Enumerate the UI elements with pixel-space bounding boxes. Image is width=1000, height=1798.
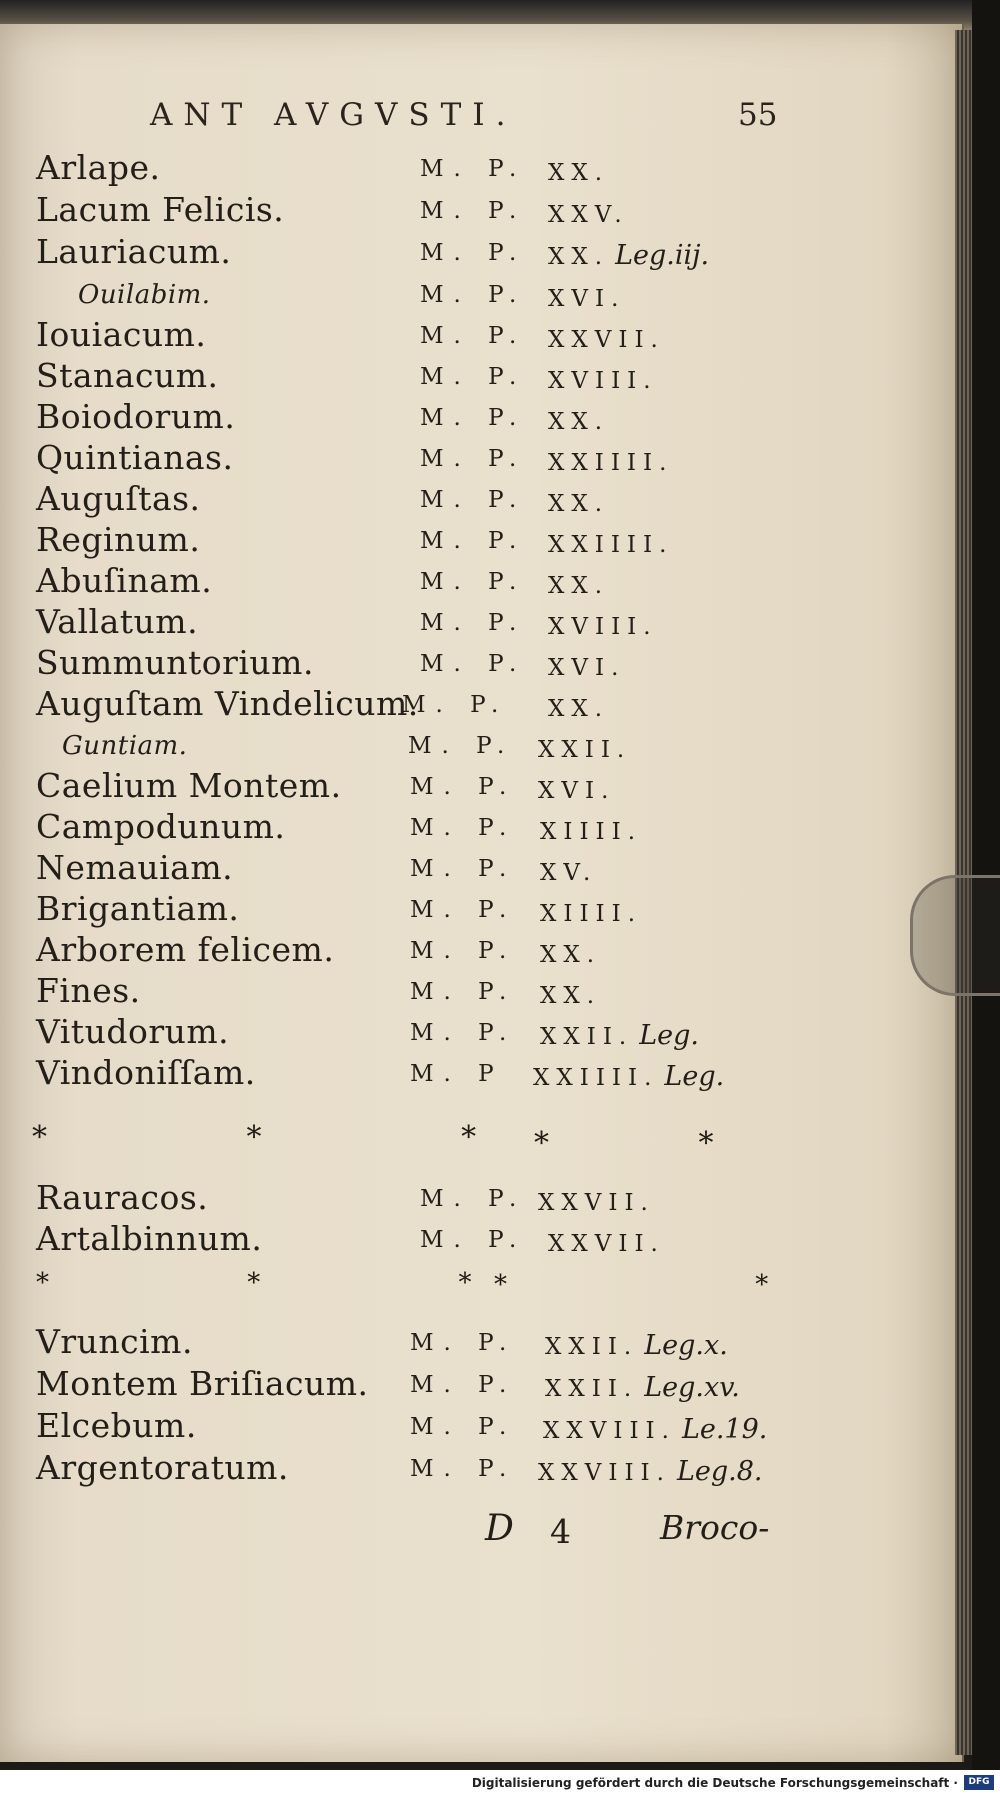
miles-abbrev: M. P. — [420, 1186, 527, 1212]
miles-abbrev: M. P. — [410, 1456, 517, 1482]
place-name: Boiodorum. — [36, 397, 236, 436]
itinerary-row — [0, 190, 962, 230]
distance-numeral: XXVII. — [548, 327, 665, 353]
itinerary-row — [0, 1012, 962, 1052]
miles-abbrev: M. P. — [420, 405, 527, 431]
distance-numeral: XX. — [540, 983, 602, 1009]
legion-note: Leg.x. — [644, 1330, 728, 1361]
signature-mark: D — [485, 1508, 514, 1549]
itinerary-row — [0, 561, 962, 601]
itinerary-row — [0, 848, 962, 888]
itinerary-row — [0, 1053, 962, 1093]
distance-numeral: XIIII. — [540, 901, 643, 927]
distance-numeral: XX. — [548, 160, 610, 186]
place-name: Vitudorum. — [36, 1012, 230, 1051]
miles-abbrev: M. P. — [410, 774, 517, 800]
miles-abbrev: M. P. — [420, 651, 527, 677]
distance-numeral: XXIIII. — [548, 532, 674, 558]
distance-numeral: XXVIII. Le.19. — [543, 1414, 768, 1445]
distance-numeral: XXV. — [548, 202, 629, 228]
distance-numeral: XXVII. — [538, 1190, 655, 1216]
itinerary-row — [0, 479, 962, 519]
itinerary-row — [0, 397, 962, 437]
place-name: Arborem felicem. — [36, 930, 335, 969]
miles-abbrev: M. P. — [420, 282, 527, 308]
itinerary-row — [0, 643, 962, 683]
place-name: Iouiacum. — [36, 315, 207, 354]
distance-numeral: XXIIII. — [548, 450, 674, 476]
place-name: Vruncim. — [36, 1322, 193, 1361]
place-name: Quintianas. — [36, 438, 234, 477]
place-name: Nemauiam. — [36, 848, 234, 887]
miles-abbrev: M. P. — [410, 938, 517, 964]
distance-numeral: XVI. — [548, 286, 626, 312]
place-name: Abuſinam. — [36, 561, 213, 600]
itinerary-row — [0, 725, 962, 765]
place-name: Rauracos. — [36, 1178, 209, 1217]
place-name: Campodunum. — [36, 807, 286, 846]
itinerary-row — [0, 1364, 962, 1404]
distance-numeral: XX. Leg.iij. — [548, 240, 710, 271]
distance-numeral: XX. — [548, 409, 610, 435]
place-name: Reginum. — [36, 520, 201, 559]
miles-abbrev: M. P. — [410, 815, 517, 841]
place-name: Auguſtam Vindelicum. — [36, 684, 419, 723]
running-title: ANT AVGVSTI. — [150, 97, 517, 133]
separator-stars: * * * — [32, 1120, 572, 1155]
miles-abbrev: M. P. — [410, 1330, 517, 1356]
miles-abbrev: M. P. — [410, 856, 517, 882]
distance-numeral: XX. — [548, 696, 610, 722]
legion-note: Leg. — [664, 1061, 725, 1092]
distance-numeral: XX. — [548, 491, 610, 517]
distance-numeral: XXII. Leg.x. — [545, 1330, 728, 1361]
distance-numeral: XXVIII. Leg.8. — [538, 1456, 763, 1487]
digitization-credit: Digitalisierung gefördert durch die Deutsche Forschungsgemeinschaft · — [471, 1776, 958, 1790]
miles-abbrev: M. P. — [420, 487, 527, 513]
page-header — [0, 97, 962, 137]
itinerary-row — [0, 971, 962, 1011]
miles-abbrev: M. P. — [420, 528, 527, 554]
itinerary-row — [0, 684, 962, 724]
distance-numeral: XXII. Leg. — [540, 1020, 700, 1051]
place-name: Montem Briſiacum. — [36, 1364, 369, 1403]
miles-abbrev: M. P. — [420, 156, 527, 182]
itinerary-row — [0, 438, 962, 478]
signature-number: 4 — [550, 1512, 571, 1551]
legion-note: Leg.8. — [676, 1456, 763, 1487]
dfg-logo: DFG — [964, 1775, 994, 1790]
distance-numeral: XVI. — [548, 655, 626, 681]
miles-abbrev: M. P. — [402, 692, 509, 718]
miles-abbrev: M. P. — [410, 1414, 517, 1440]
place-name: Elcebum. — [36, 1406, 197, 1445]
itinerary-row — [0, 766, 962, 806]
distance-numeral: XXII. Leg.xv. — [545, 1372, 740, 1403]
legion-note: Le.19. — [681, 1414, 768, 1445]
itinerary-row — [0, 148, 962, 188]
miles-abbrev: M. P. — [410, 1372, 517, 1398]
itinerary-row — [0, 315, 962, 355]
itinerary-row — [0, 232, 962, 272]
itinerary-row — [0, 1219, 962, 1259]
itinerary-row — [0, 274, 962, 314]
page-number: 55 — [738, 97, 778, 133]
itinerary-row — [0, 520, 962, 560]
itinerary-row — [0, 889, 962, 929]
distance-numeral: XVIII. — [548, 614, 658, 640]
digitization-footer — [0, 1770, 1000, 1798]
place-name: Lacum Felicis. — [36, 190, 285, 229]
itinerary-row — [0, 1322, 962, 1362]
miles-abbrev: M. P. — [420, 364, 527, 390]
place-name: Stanacum. — [36, 356, 219, 395]
place-name: Argentoratum. — [36, 1448, 289, 1487]
miles-abbrev: M. P. — [420, 240, 527, 266]
itinerary-row — [0, 807, 962, 847]
miles-abbrev: M. P. — [420, 323, 527, 349]
miles-abbrev: M. P — [410, 1061, 504, 1087]
miles-abbrev: M. P. — [420, 446, 527, 472]
itinerary-row — [0, 602, 962, 642]
itinerary-row — [0, 1448, 962, 1488]
separator-stars: * * * — [36, 1268, 567, 1298]
distance-numeral: XXII. — [538, 737, 632, 763]
place-name: Arlape. — [36, 148, 161, 187]
distance-numeral: XX. — [548, 573, 610, 599]
itinerary-row — [0, 356, 962, 396]
catchword: Broco- — [660, 1508, 770, 1547]
place-name: Guntiam. — [62, 731, 188, 761]
distance-numeral: XIIII. — [540, 819, 643, 845]
distance-numeral: XVI. — [538, 778, 616, 804]
itinerary-row — [0, 1178, 962, 1218]
legion-note: Leg. — [639, 1020, 700, 1051]
itinerary-row — [0, 1406, 962, 1446]
miles-abbrev: M. P. — [420, 569, 527, 595]
place-name: Ouilabim. — [78, 280, 211, 310]
legion-note: Leg.xv. — [644, 1372, 740, 1403]
legion-note: Leg.iij. — [615, 240, 710, 271]
place-name: Summuntorium. — [36, 643, 314, 682]
distance-numeral: XXIIII. Leg. — [533, 1061, 725, 1092]
place-name: Caelium Montem. — [36, 766, 342, 805]
distance-numeral: XV. — [540, 860, 598, 886]
place-name: Vindoniſſam. — [36, 1053, 256, 1092]
itinerary-row — [0, 930, 962, 970]
miles-abbrev: M. P. — [408, 733, 515, 759]
distance-numeral: XX. — [540, 942, 602, 968]
place-name: Auguſtas. — [36, 479, 201, 518]
place-name: Brigantiam. — [36, 889, 240, 928]
place-name: Fines. — [36, 971, 141, 1010]
separator-stars: * * — [534, 1126, 784, 1161]
miles-abbrev: M. P. — [420, 198, 527, 224]
distance-numeral: XVIII. — [548, 368, 658, 394]
miles-abbrev: M. P. — [420, 1227, 527, 1253]
separator-stars: * * — [494, 1270, 889, 1300]
distance-numeral: XXVII. — [548, 1231, 665, 1257]
miles-abbrev: M. P. — [410, 1020, 517, 1046]
place-name: Lauriacum. — [36, 232, 232, 271]
miles-abbrev: M. P. — [410, 979, 517, 1005]
place-name: Vallatum. — [36, 602, 199, 641]
miles-abbrev: M. P. — [410, 897, 517, 923]
miles-abbrev: M. P. — [420, 610, 527, 636]
place-name: Artalbinnum. — [36, 1219, 263, 1258]
